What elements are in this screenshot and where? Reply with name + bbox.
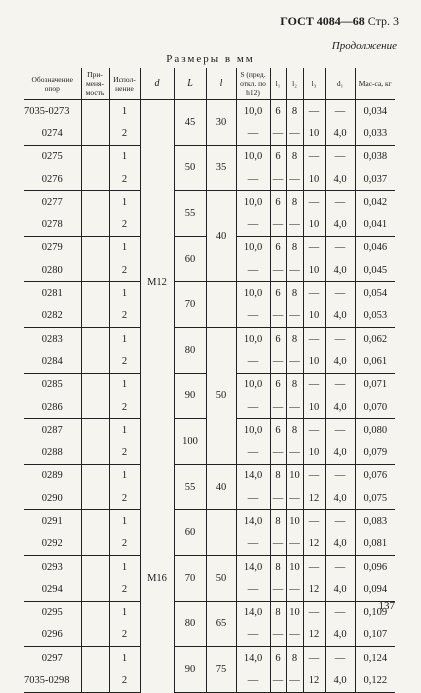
page-header (280, 14, 399, 29)
designation-cell: 0292 (24, 533, 81, 556)
l3-cell: 10 (303, 305, 325, 328)
version-cell: 2 (109, 533, 140, 556)
s-cell: 10,0 (236, 145, 270, 168)
col-l: l (206, 68, 236, 100)
l2-cell: 10 (286, 510, 303, 533)
length-L-cell: 45 (174, 100, 206, 146)
s-cell: — (236, 441, 270, 464)
version-cell: 2 (109, 259, 140, 282)
designation-cell: 0288 (24, 441, 81, 464)
l3-cell: 10 (303, 259, 325, 282)
s-cell: — (236, 624, 270, 647)
l2-cell: 10 (286, 601, 303, 624)
mass-cell: 0,124 (355, 647, 395, 670)
designation-cell: 7035-0273 (24, 105, 70, 117)
table-row (24, 191, 395, 214)
s-cell: — (236, 533, 270, 556)
thread-d-cell: M16 (140, 464, 174, 692)
designation-cell: 0290 (24, 487, 81, 510)
version-cell: 2 (109, 487, 140, 510)
version-cell: 1 (109, 191, 140, 214)
applicability-cell (81, 624, 109, 647)
l2-cell: 8 (286, 419, 303, 442)
d1-cell: 4,0 (325, 624, 355, 647)
applicability-cell (81, 305, 109, 328)
table-row (24, 145, 395, 168)
l1-cell: — (270, 213, 286, 236)
l1-cell: 6 (270, 145, 286, 168)
mass-cell: 0,080 (355, 419, 395, 442)
page-number: 137 (378, 600, 395, 612)
l1-cell: — (270, 168, 286, 191)
col-version: Испол-нение (109, 68, 140, 100)
l1-cell: — (270, 578, 286, 601)
l1-cell: 6 (270, 647, 286, 670)
s-cell: 14,0 (236, 647, 270, 670)
l2-cell: — (286, 122, 303, 145)
l2-cell: — (286, 487, 303, 510)
d1-cell: 4,0 (325, 441, 355, 464)
l3-cell: — (303, 555, 325, 578)
version-cell: 2 (109, 624, 140, 647)
applicability-cell (81, 236, 109, 259)
designation-cell: 0287 (41, 424, 63, 436)
l3-cell: 12 (303, 624, 325, 647)
designation-cell: 0277 (41, 196, 63, 208)
l2-cell: — (286, 624, 303, 647)
l2-cell: 8 (286, 145, 303, 168)
mass-cell: 0,045 (355, 259, 395, 282)
s-cell: 10,0 (236, 373, 270, 396)
l2-cell: 8 (286, 373, 303, 396)
s-cell: — (236, 396, 270, 419)
d1-cell: 4,0 (325, 396, 355, 419)
mass-cell: 0,094 (355, 578, 395, 601)
standard-number: ГОСТ 4084—68 (280, 14, 365, 28)
mass-cell: 0,053 (355, 305, 395, 328)
designation-cell: 0296 (24, 624, 81, 647)
d1-cell: 4,0 (325, 578, 355, 601)
length-L-cell: 90 (174, 647, 206, 693)
s-cell: — (236, 122, 270, 145)
col-l2: l₂ (286, 68, 303, 100)
col-l3: l₃ (303, 68, 325, 100)
s-cell: — (236, 578, 270, 601)
l2-cell: 10 (286, 464, 303, 487)
l2-cell: — (286, 350, 303, 373)
length-l-cell (206, 510, 236, 556)
designation-cell: 0279 (41, 242, 63, 254)
l1-cell: 6 (270, 236, 286, 259)
s-cell: — (236, 487, 270, 510)
l1-cell: — (270, 350, 286, 373)
d1-cell: — (325, 191, 355, 214)
designation-cell: 0285 (41, 379, 63, 391)
length-L-cell: 100 (174, 419, 206, 465)
l2-cell: — (286, 578, 303, 601)
thread-d-cell: M12 (140, 100, 174, 465)
mass-cell: 0,034 (355, 100, 395, 123)
length-l-cell: 50 (206, 327, 236, 464)
s-cell: 14,0 (236, 555, 270, 578)
l3-cell: — (303, 510, 325, 533)
table-row (24, 647, 395, 670)
l2-cell: 10 (286, 555, 303, 578)
table-row (24, 510, 395, 533)
d1-cell: 4,0 (325, 487, 355, 510)
l3-cell: 10 (303, 350, 325, 373)
l1-cell: — (270, 259, 286, 282)
version-cell: 1 (109, 373, 140, 396)
length-l-cell (206, 282, 236, 328)
l2-cell: 8 (286, 647, 303, 670)
col-designation: Обозначение опор (24, 68, 81, 100)
l1-cell: — (270, 487, 286, 510)
l3-cell: 12 (303, 487, 325, 510)
applicability-cell (81, 350, 109, 373)
d1-cell: — (325, 100, 355, 123)
d1-cell: — (325, 647, 355, 670)
l1-cell: 6 (270, 282, 286, 305)
mass-cell: 0,109 (355, 601, 395, 624)
l1-cell: 8 (270, 510, 286, 533)
mass-cell: 0,122 (355, 669, 395, 692)
length-L-cell: 80 (174, 601, 206, 647)
l3-cell: — (303, 191, 325, 214)
mass-cell: 0,079 (355, 441, 395, 464)
mass-cell: 0,042 (355, 191, 395, 214)
s-cell: — (236, 305, 270, 328)
mass-cell: 0,083 (355, 510, 395, 533)
l3-cell: — (303, 419, 325, 442)
table-row (24, 555, 395, 578)
mass-cell: 0,062 (355, 327, 395, 350)
designation-cell: 0286 (24, 396, 81, 419)
s-cell: — (236, 259, 270, 282)
designation-cell: 0283 (41, 333, 63, 345)
d1-cell: 4,0 (325, 168, 355, 191)
l2-cell: — (286, 168, 303, 191)
l2-cell: — (286, 441, 303, 464)
s-cell: — (236, 350, 270, 373)
l2-cell: 8 (286, 236, 303, 259)
l3-cell: — (303, 647, 325, 670)
table-row (24, 282, 395, 305)
applicability-cell (81, 373, 109, 396)
mass-cell: 0,075 (355, 487, 395, 510)
version-cell: 2 (109, 122, 140, 145)
applicability-cell (81, 647, 109, 670)
length-l-cell: 75 (206, 647, 236, 693)
mass-cell: 0,070 (355, 396, 395, 419)
designation-cell: 0297 (41, 652, 63, 664)
version-cell: 1 (109, 647, 140, 670)
table-row (24, 327, 395, 350)
l3-cell: 12 (303, 669, 325, 692)
l2-cell: 8 (286, 282, 303, 305)
length-L-cell: 50 (174, 145, 206, 191)
l3-cell: 12 (303, 533, 325, 556)
l3-cell: — (303, 236, 325, 259)
l3-cell: — (303, 327, 325, 350)
length-l-cell: 40 (206, 464, 236, 510)
d1-cell: — (325, 464, 355, 487)
length-L-cell: 55 (174, 464, 206, 510)
applicability-cell (81, 396, 109, 419)
applicability-cell (81, 100, 109, 123)
l1-cell: — (270, 624, 286, 647)
d1-cell: — (325, 282, 355, 305)
mass-cell: 0,081 (355, 533, 395, 556)
mass-cell: 0,038 (355, 145, 395, 168)
d1-cell: — (325, 601, 355, 624)
length-L-cell: 60 (174, 510, 206, 556)
length-L-cell: 70 (174, 282, 206, 328)
length-l-cell: 30 (206, 100, 236, 146)
l1-cell: — (270, 396, 286, 419)
table-row (24, 601, 395, 624)
col-L: L (174, 68, 206, 100)
length-l-cell: 40 (206, 191, 236, 282)
designation-cell: 0289 (41, 470, 63, 482)
col-S: S (пред. откл. по h12) (236, 68, 270, 100)
length-l-cell: 65 (206, 601, 236, 647)
version-cell: 2 (109, 441, 140, 464)
applicability-cell (81, 145, 109, 168)
l2-cell: 8 (286, 100, 303, 123)
mass-cell: 0,096 (355, 555, 395, 578)
applicability-cell (81, 578, 109, 601)
page-label: Стр. 3 (367, 14, 399, 28)
applicability-cell (81, 533, 109, 556)
d1-cell: 4,0 (325, 350, 355, 373)
l1-cell: — (270, 305, 286, 328)
d1-cell: — (325, 419, 355, 442)
d1-cell: — (325, 236, 355, 259)
l2-cell: — (286, 669, 303, 692)
applicability-cell (81, 282, 109, 305)
l1-cell: 8 (270, 555, 286, 578)
s-cell: 14,0 (236, 601, 270, 624)
s-cell: 14,0 (236, 464, 270, 487)
d1-cell: 4,0 (325, 669, 355, 692)
d1-cell: 4,0 (325, 533, 355, 556)
l3-cell: — (303, 100, 325, 123)
designation-cell: 0281 (41, 288, 63, 300)
l3-cell: 10 (303, 441, 325, 464)
applicability-cell (81, 441, 109, 464)
l3-cell: 10 (303, 213, 325, 236)
l1-cell: 6 (270, 191, 286, 214)
length-l-cell: 35 (206, 145, 236, 191)
l1-cell: 6 (270, 373, 286, 396)
s-cell: 10,0 (236, 282, 270, 305)
version-cell: 2 (109, 168, 140, 191)
mass-cell: 0,037 (355, 168, 395, 191)
l1-cell: — (270, 122, 286, 145)
version-cell: 1 (109, 282, 140, 305)
l1-cell: — (270, 441, 286, 464)
designation-cell: 0295 (41, 607, 63, 619)
version-cell: 1 (109, 327, 140, 350)
designation-cell: 0294 (24, 578, 81, 601)
version-cell: 2 (109, 213, 140, 236)
l1-cell: 6 (270, 419, 286, 442)
table-row (24, 100, 395, 123)
s-cell: — (236, 168, 270, 191)
mass-cell: 0,076 (355, 464, 395, 487)
version-cell: 2 (109, 396, 140, 419)
applicability-cell (81, 122, 109, 145)
dimensions-table (24, 68, 395, 693)
l1-cell: 6 (270, 100, 286, 123)
applicability-cell (81, 510, 109, 533)
length-L-cell: 80 (174, 327, 206, 373)
mass-cell: 0,107 (355, 624, 395, 647)
col-l1: l₁ (270, 68, 286, 100)
version-cell: 1 (109, 100, 140, 123)
applicability-cell (81, 327, 109, 350)
mass-cell: 0,046 (355, 236, 395, 259)
s-cell: 10,0 (236, 191, 270, 214)
version-cell: 2 (109, 669, 140, 692)
s-cell: 14,0 (236, 510, 270, 533)
version-cell: 1 (109, 464, 140, 487)
designation-cell: 0276 (24, 168, 81, 191)
version-cell: 1 (109, 510, 140, 533)
mass-cell: 0,061 (355, 350, 395, 373)
l3-cell: 10 (303, 122, 325, 145)
l2-cell: — (286, 533, 303, 556)
designation-cell: 0284 (24, 350, 81, 373)
d1-cell: — (325, 510, 355, 533)
d1-cell: — (325, 373, 355, 396)
applicability-cell (81, 601, 109, 624)
applicability-cell (81, 487, 109, 510)
col-d1: d₁ (325, 68, 355, 100)
l1-cell: 8 (270, 464, 286, 487)
l1-cell: 8 (270, 601, 286, 624)
l3-cell: 12 (303, 578, 325, 601)
length-L-cell: 55 (174, 191, 206, 237)
applicability-cell (81, 419, 109, 442)
designation-cell: 0293 (41, 561, 63, 573)
applicability-cell (81, 259, 109, 282)
length-L-cell: 60 (174, 236, 206, 282)
designation-cell: 7035-0298 (24, 669, 81, 692)
s-cell: — (236, 669, 270, 692)
applicability-cell (81, 213, 109, 236)
version-cell: 1 (109, 419, 140, 442)
l2-cell: — (286, 396, 303, 419)
version-cell: 2 (109, 578, 140, 601)
s-cell: 10,0 (236, 236, 270, 259)
l1-cell: — (270, 669, 286, 692)
applicability-cell (81, 191, 109, 214)
s-cell: 10,0 (236, 419, 270, 442)
mass-cell: 0,041 (355, 213, 395, 236)
col-mass: Мас-са, кг (355, 68, 395, 100)
col-applicability: При-меня-мость (81, 68, 109, 100)
applicability-cell (81, 669, 109, 692)
d1-cell: — (325, 555, 355, 578)
d1-cell: 4,0 (325, 122, 355, 145)
length-L-cell: 70 (174, 555, 206, 601)
l2-cell: 8 (286, 191, 303, 214)
continuation-note: Продолжение (331, 40, 397, 52)
l2-cell: — (286, 305, 303, 328)
applicability-cell (81, 555, 109, 578)
length-l-cell: 50 (206, 555, 236, 601)
applicability-cell (81, 168, 109, 191)
mass-cell: 0,033 (355, 122, 395, 145)
designation-cell: 0291 (41, 515, 63, 527)
col-d: d (140, 68, 174, 100)
version-cell: 1 (109, 145, 140, 168)
mass-cell: 0,071 (355, 373, 395, 396)
applicability-cell (81, 464, 109, 487)
d1-cell: 4,0 (325, 305, 355, 328)
s-cell: 10,0 (236, 327, 270, 350)
l3-cell: — (303, 145, 325, 168)
designation-cell: 0278 (24, 213, 81, 236)
d1-cell: — (325, 145, 355, 168)
units-caption: Размеры в мм (166, 53, 255, 65)
d1-cell: 4,0 (325, 213, 355, 236)
mass-cell: 0,054 (355, 282, 395, 305)
s-cell: 10,0 (236, 100, 270, 123)
version-cell: 1 (109, 555, 140, 578)
designation-cell: 0280 (24, 259, 81, 282)
version-cell: 2 (109, 305, 140, 328)
l1-cell: 6 (270, 327, 286, 350)
designation-cell: 0275 (41, 151, 63, 163)
l3-cell: — (303, 601, 325, 624)
designation-cell: 0282 (24, 305, 81, 328)
table-header-row (24, 68, 395, 100)
l3-cell: 10 (303, 168, 325, 191)
version-cell: 1 (109, 236, 140, 259)
l2-cell: 8 (286, 327, 303, 350)
l3-cell: 10 (303, 396, 325, 419)
l3-cell: — (303, 373, 325, 396)
l3-cell: — (303, 282, 325, 305)
l1-cell: — (270, 533, 286, 556)
designation-cell: 0274 (24, 122, 81, 145)
d1-cell: — (325, 327, 355, 350)
length-L-cell: 90 (174, 373, 206, 419)
l3-cell: — (303, 464, 325, 487)
l2-cell: — (286, 259, 303, 282)
s-cell: — (236, 213, 270, 236)
table-row (24, 464, 395, 487)
d1-cell: 4,0 (325, 259, 355, 282)
l2-cell: — (286, 213, 303, 236)
version-cell: 1 (109, 601, 140, 624)
version-cell: 2 (109, 350, 140, 373)
